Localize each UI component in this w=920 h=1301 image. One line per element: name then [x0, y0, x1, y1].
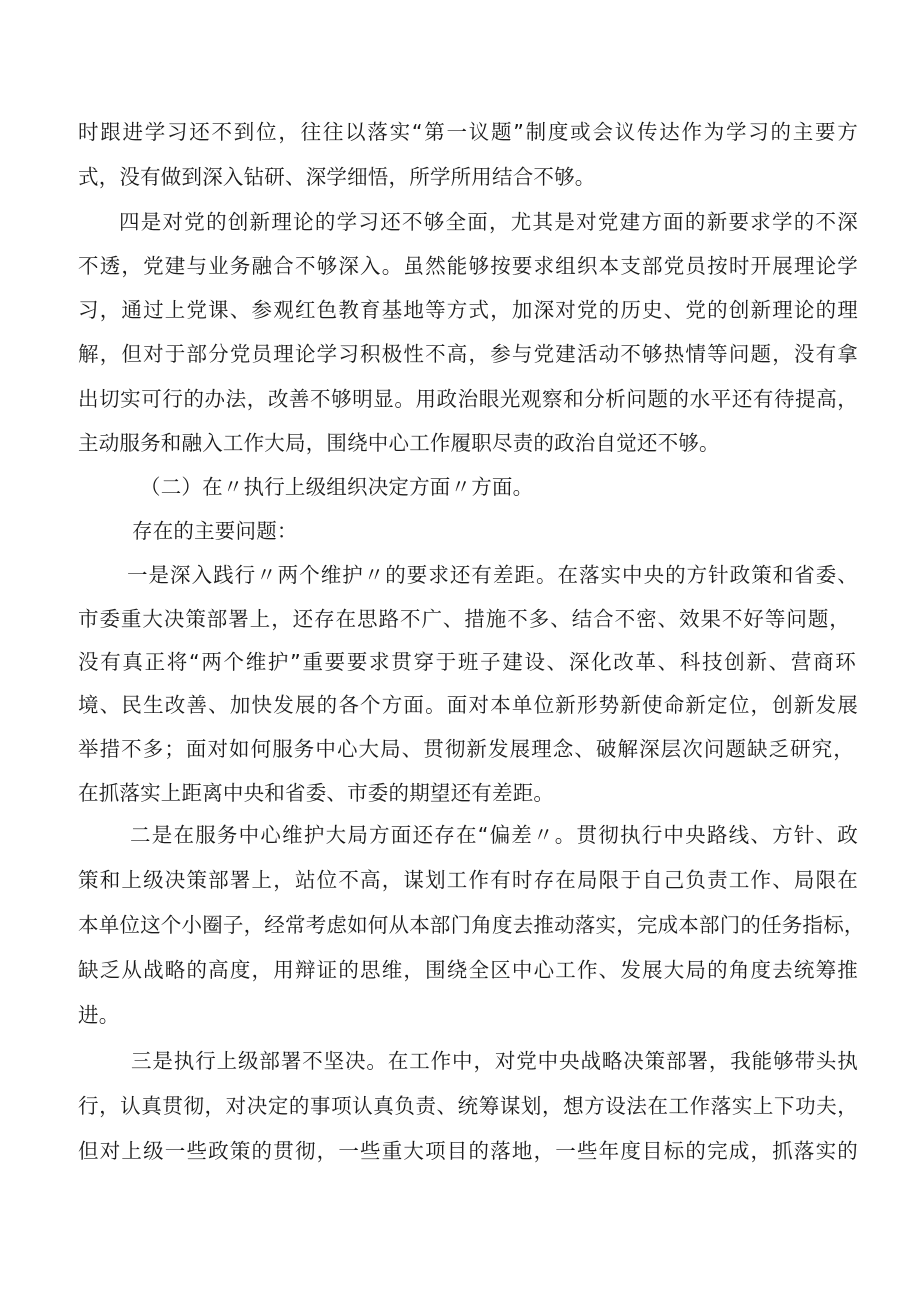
text-line: 缺乏从战略的高度，用辩证的思维，围绕全区中心工作、发展大局的角度去统筹推 — [78, 958, 858, 982]
subheading: 存在的主要问题： — [132, 519, 298, 543]
text-line: 主动服务和融入工作大局，围绕中心工作履职尽责的政治自觉还不够。 — [78, 431, 720, 455]
text-line: 举措不多；面对如何服务中心大局、贯彻新发展理念、破解深层次问题缺乏研究， — [78, 737, 854, 761]
paragraph-start-line: 一是深入践行〃两个维护〃的要求还有差距。在落实中央的方针政策和省委、 — [127, 563, 858, 587]
text-line: 习，通过上党课、参观红色教育基地等方式，加深对党的历史、党的创新理论的理 — [78, 298, 858, 322]
text-line: 行，认真贯彻，对决定的事项认真负责、统筹谋划，想方设法在工作落实上下功夫， — [78, 1094, 858, 1118]
text-line: 策和上级决策部署上，站位不高，谋划工作有时存在局限于自己负责工作、局限在 — [78, 868, 858, 892]
text-line: 但对上级一些政策的贯彻，一些重大项目的落地，一些年度目标的完成，抓落实的 — [78, 1139, 858, 1163]
section-heading: （二）在〃执行上级组织决定方面〃方面。 — [140, 475, 534, 499]
paragraph-start-line: 二是在服务中心维护大局方面还存在“偏差〃。贯彻执行中央路线、方针、政 — [130, 823, 858, 847]
text-line: 进。 — [78, 1003, 120, 1027]
text-line: 在抓落实上距离中央和省委、市委的期望还有差距。 — [78, 781, 555, 805]
text-line: 解，但对于部分党员理论学习积极性不高，参与党建活动不够热情等问题，没有拿 — [78, 342, 858, 366]
paragraph-start-line: 四是对党的创新理论的学习还不够全面，尤其是对党建方面的新要求学的不深 — [119, 210, 858, 234]
text-line: 时跟进学习还不到位，往往以落实“第一议题”制度或会议传达作为学习的主要方 — [78, 120, 858, 144]
paragraph-start-line: 三是执行上级部署不坚决。在工作中，对党中央战略决策部署，我能够带头执 — [131, 1049, 858, 1073]
text-line: 不透，党建与业务融合不够深入。虽然能够按要求组织本支部党员按时开展理论学 — [78, 254, 858, 278]
text-line: 式，没有做到深入钻研、深学细悟，所学所用结合不够。 — [78, 165, 596, 189]
text-line: 本单位这个小圈子，经常考虑如何从本部门角度去推动落实，完成本部门的任务指标， — [78, 913, 865, 937]
text-line: 没有真正将“两个维护”重要要求贯穿于班子建设、深化改革、科技创新、营商环 — [78, 650, 856, 674]
text-line: 市委重大决策部署上，还存在思路不广、措施不多、结合不密、效果不好等问题， — [78, 607, 850, 631]
text-line: 境、民生改善、加快发展的各个方面。面对本单位新形势新使命新定位，创新发展 — [78, 693, 858, 717]
text-line: 出切实可行的办法，改善不够明显。用政治眼光观察和分析问题的水平还有待提高， — [78, 387, 858, 411]
